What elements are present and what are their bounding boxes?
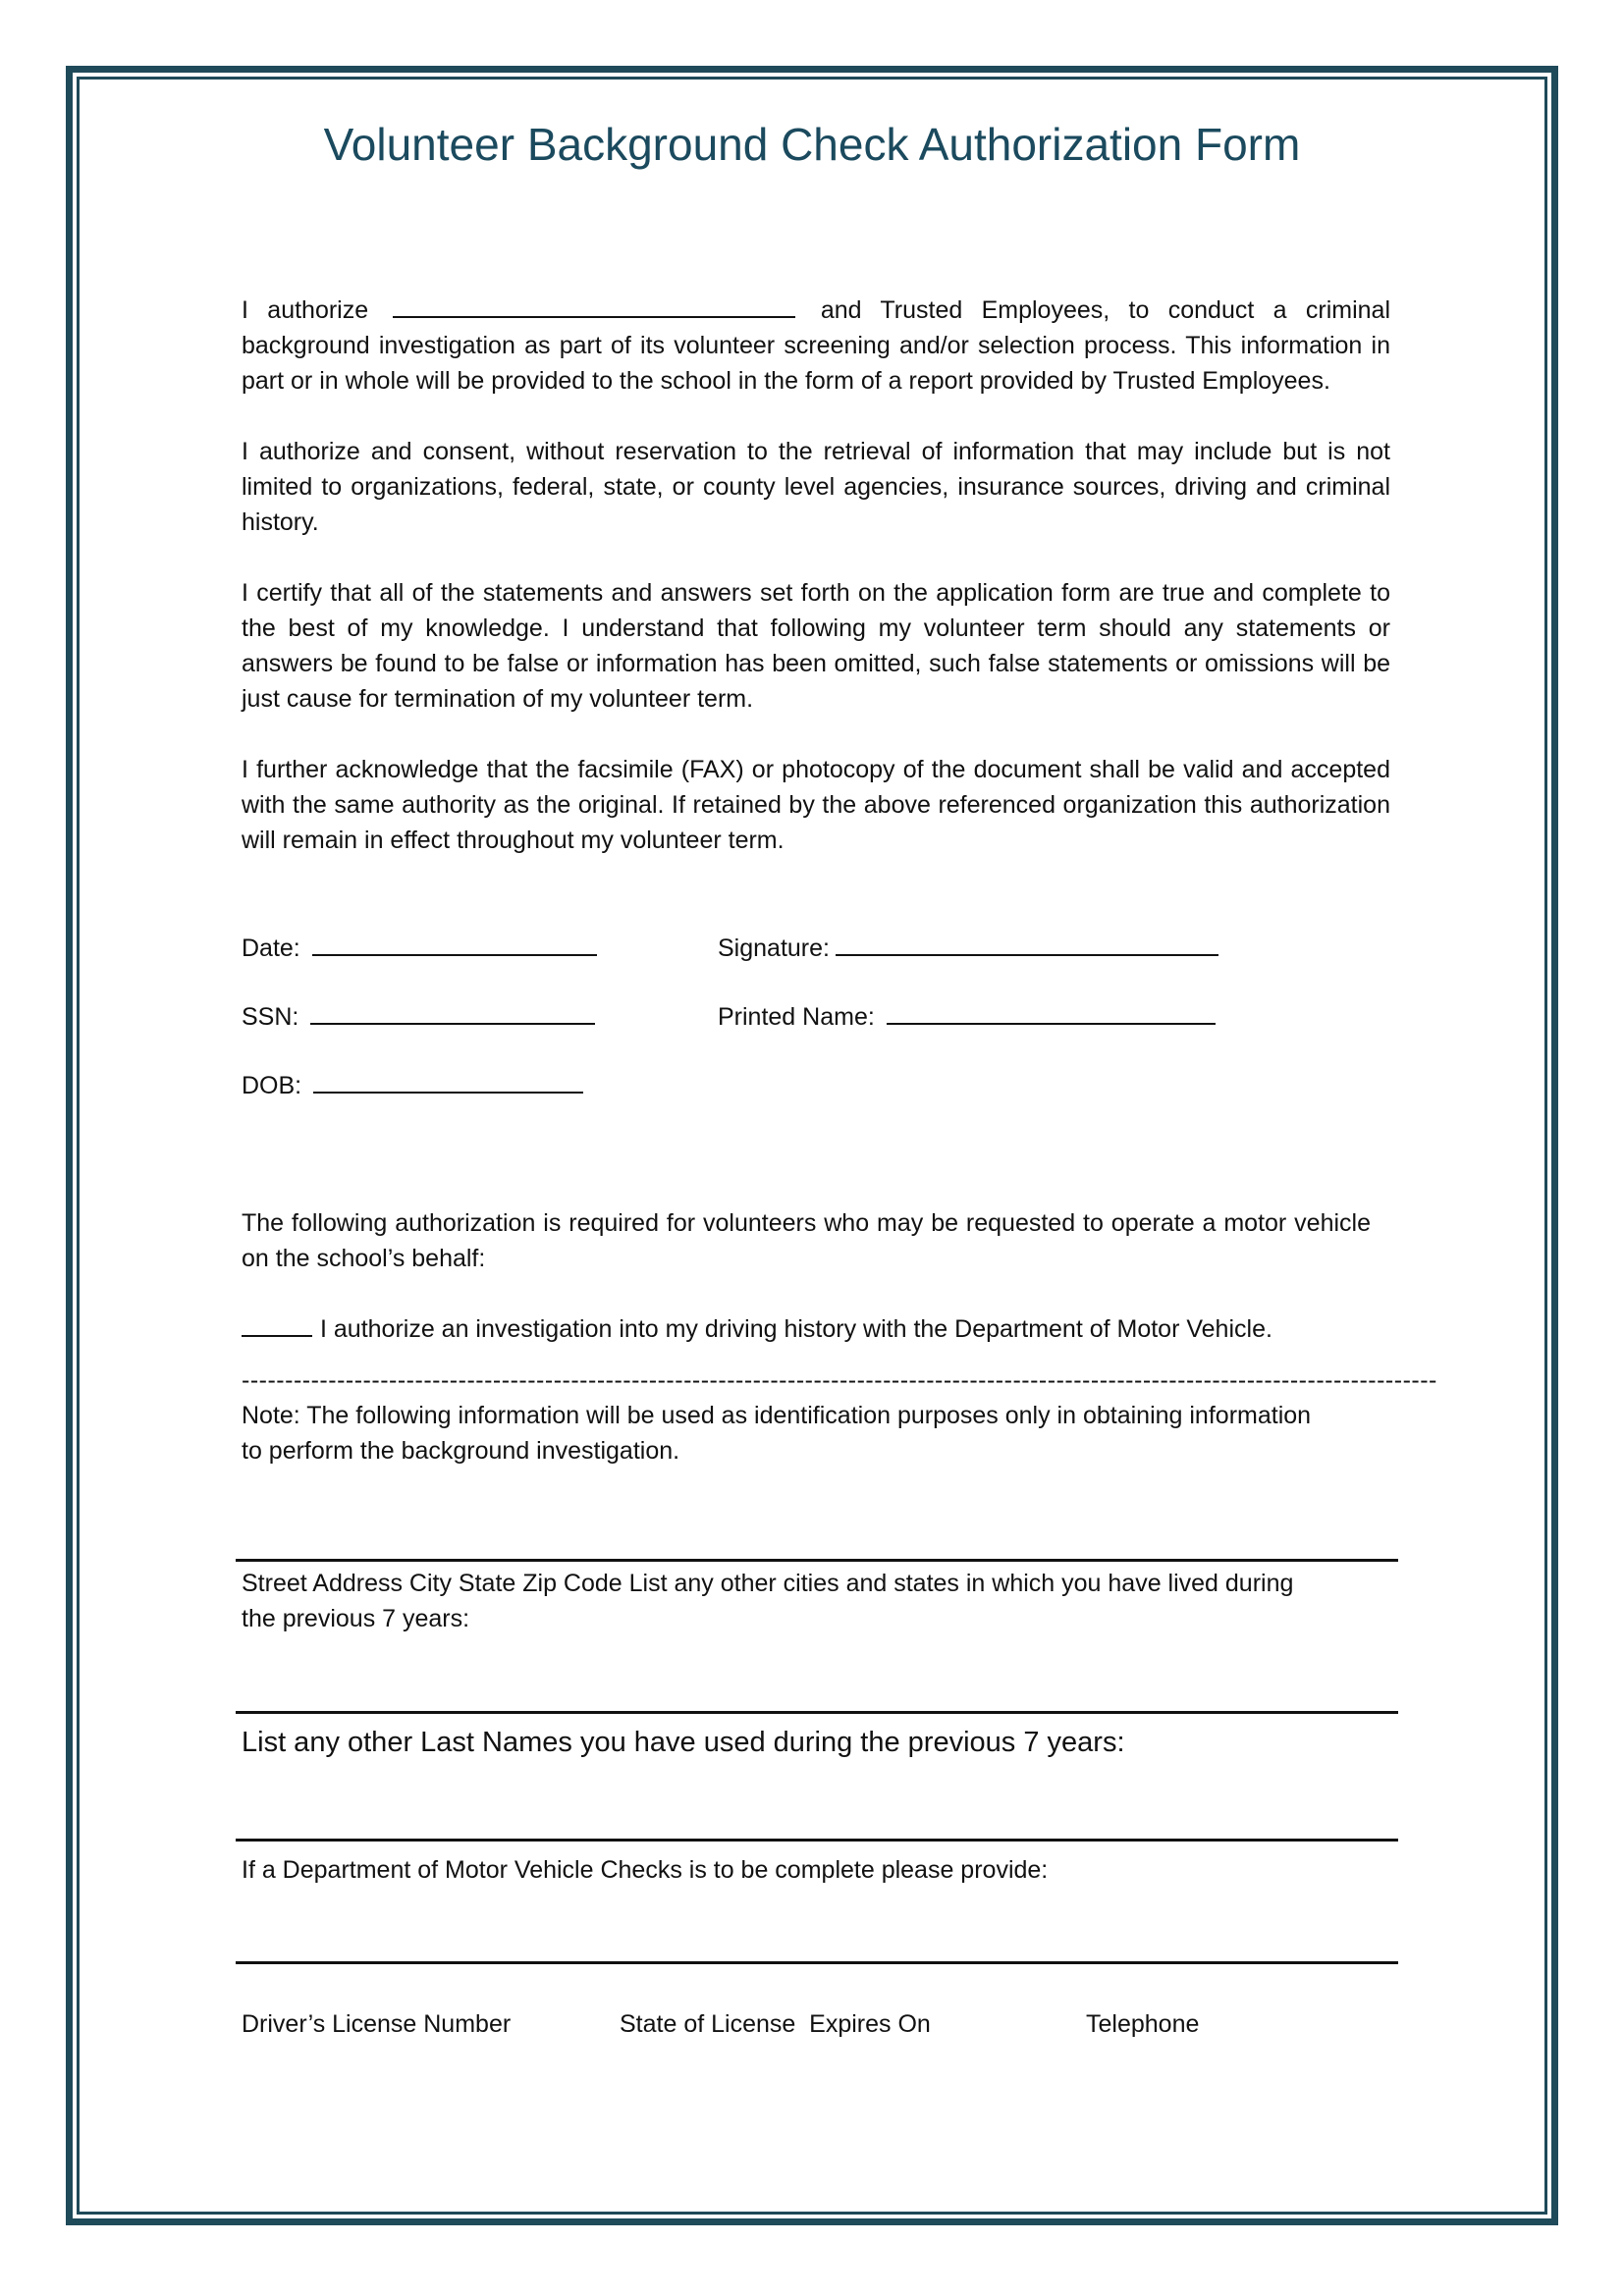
- driving-authorize-line: [242, 1311, 1371, 1347]
- identification-note: Note: The following information will be used as identification purposes only in obtaining information to perform the background investigation.: [242, 1402, 1312, 1465]
- address-rule: [236, 1559, 1398, 1562]
- paragraph-consent: I authorize and consent, without reservation to the retrieval of information that may include but is not limited to organizations, federal, state, or county level agencies, insurance sources, driving and criminal history.: [242, 438, 1390, 536]
- signature-blank[interactable]: [836, 933, 1218, 956]
- dob-blank[interactable]: [313, 1070, 583, 1094]
- dob-label: DOB:: [242, 1072, 302, 1099]
- paragraph-1-start: I authorize: [242, 296, 369, 324]
- drivers-license-label: Driver’s License Number: [242, 2010, 512, 2038]
- separator-dashes: ------------------------------------------------------------------------------------------------------------------------------------------: [242, 1366, 1437, 1394]
- driving-authorize-text: I authorize an investigation into my driving history with the Department of Motor Vehicle.: [320, 1315, 1272, 1343]
- paragraph-authorize: [242, 293, 1390, 399]
- date-label: Date:: [242, 934, 300, 962]
- authorization-text: [242, 293, 1390, 893]
- dmv-section-label: If a Department of Motor Vehicle Checks is to be complete please provide:: [242, 1856, 1049, 1884]
- date-field: [242, 931, 597, 966]
- field-row-dob: [242, 1068, 1390, 1137]
- paragraph-certify: I certify that all of the statements and answers set forth on the application form are true and complete to the best of my knowledge. I understand that following my volunteer term should any statements or answers be found to be false or information has been omitted, such false statements or omissions will be just cause for termination of my volunteer term.: [242, 579, 1390, 713]
- ssn-label: SSN:: [242, 1003, 299, 1031]
- paragraph-acknowledge: I further acknowledge that the facsimile (FAX) or photocopy of the document shall be valid and accepted with the same authority as the original. If retained by the above referenced organization this authorization will remain in effect throughout my volunteer term.: [242, 756, 1390, 854]
- signature-fields: [242, 931, 1390, 1137]
- printed-name-field: [718, 999, 1216, 1035]
- signature-field: [718, 931, 1218, 966]
- dob-field: [242, 1068, 583, 1103]
- address-section-label: Street Address City State Zip Code List any other cities and states in which you have lived during the previous 7 years:: [242, 1570, 1294, 1632]
- printed-name-label: Printed Name:: [718, 1003, 875, 1031]
- last-names-rule: [236, 1711, 1398, 1714]
- state-expires-label: State of License Expires On: [620, 2010, 931, 2038]
- dmv-rule: [236, 1839, 1398, 1842]
- driving-authorization: [242, 1205, 1437, 1504]
- form-title: Volunteer Background Check Authorization Form: [323, 119, 1301, 170]
- printed-name-blank[interactable]: [887, 1001, 1216, 1025]
- field-row-ssn-name: [242, 999, 1390, 1068]
- driving-initials-blank[interactable]: [242, 1313, 312, 1337]
- paragraph-1-end: and Trusted Employees, to conduct a criminal background investigation as part of its volunteer screening and/or selection process. This information in part or in whole will be provided to the school in the form of a report provided by Trusted Employees.: [242, 296, 1390, 395]
- ssn-blank[interactable]: [310, 1001, 595, 1025]
- license-rule: [236, 1961, 1398, 1964]
- ssn-field: [242, 999, 595, 1035]
- telephone-label: Telephone: [1086, 2010, 1200, 2038]
- last-names-section-label: List any other Last Names you have used during the previous 7 years:: [242, 1727, 1125, 1758]
- date-blank[interactable]: [312, 933, 597, 956]
- field-row-date-signature: [242, 931, 1390, 999]
- driving-intro: The following authorization is required for volunteers who may be requested to operate a motor vehicle on the school’s behalf:: [242, 1209, 1371, 1272]
- organization-name-blank[interactable]: [393, 294, 795, 318]
- signature-label: Signature:: [718, 934, 830, 962]
